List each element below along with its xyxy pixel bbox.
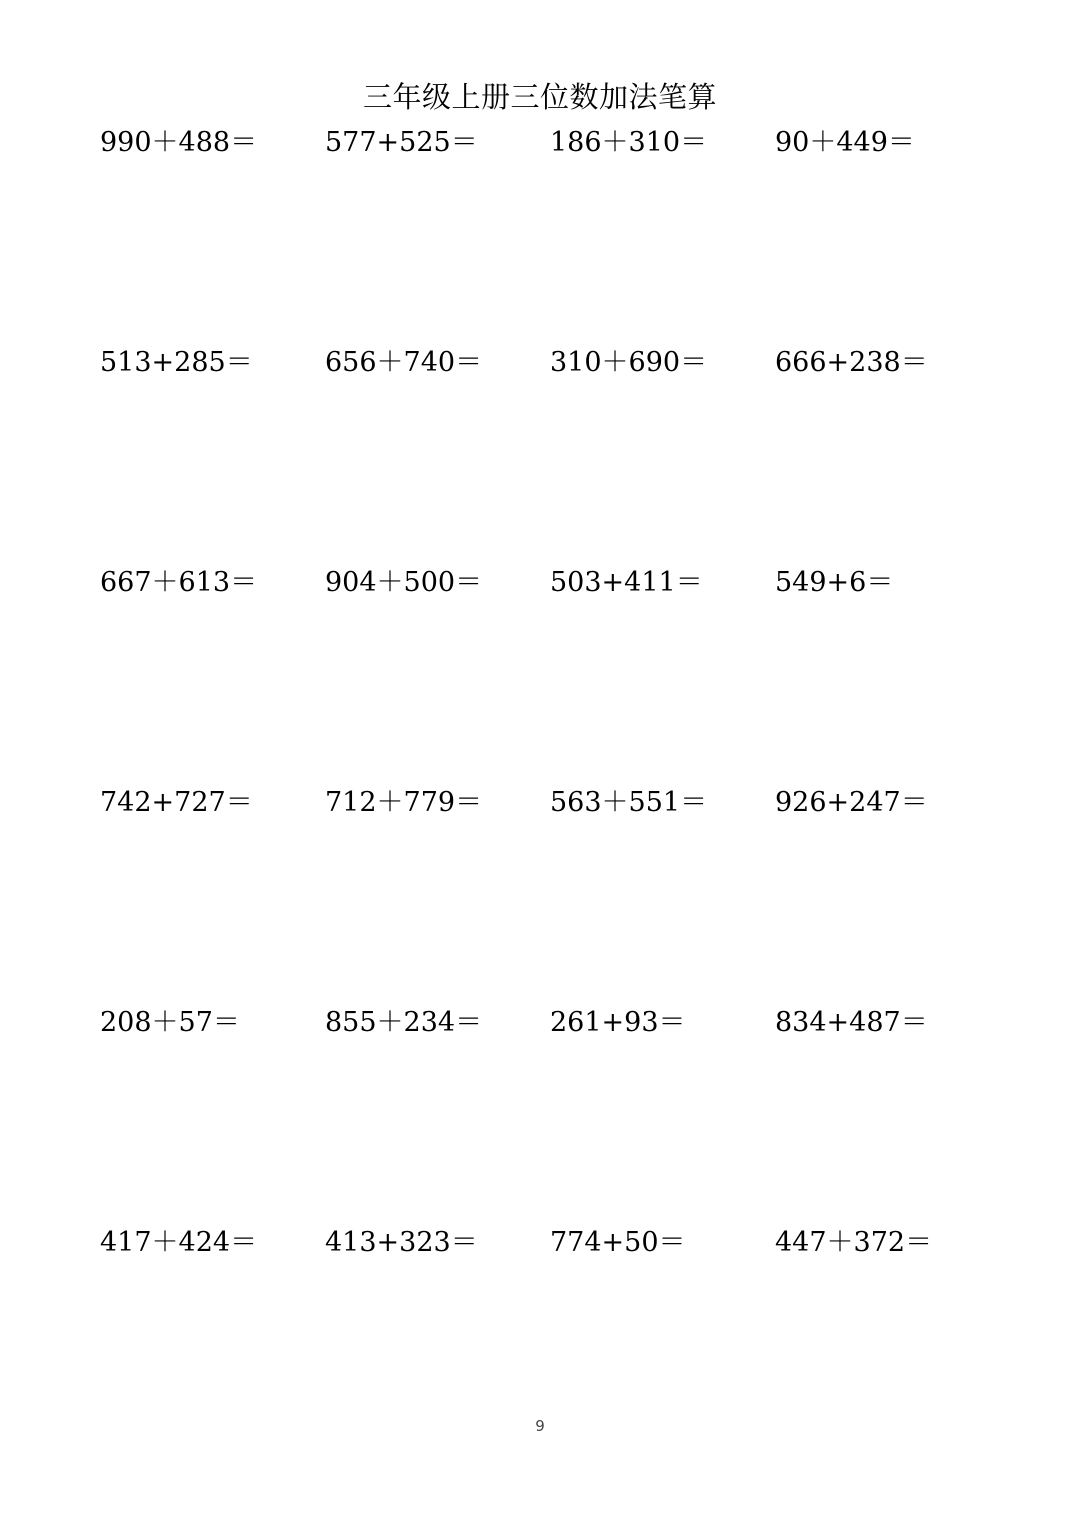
problem-item: 926+247＝ bbox=[775, 787, 928, 818]
problem-item: 513+285＝ bbox=[100, 347, 253, 378]
problem-item: 990＋488＝ bbox=[100, 127, 258, 158]
problem-item: 774+50＝ bbox=[550, 1227, 686, 1258]
problem-item: 447＋372＝ bbox=[775, 1227, 933, 1258]
problem-item: 904＋500＝ bbox=[325, 567, 483, 598]
problem-item: 261+93＝ bbox=[550, 1007, 686, 1038]
problem-item: 417＋424＝ bbox=[100, 1227, 258, 1258]
problem-item: 577+525＝ bbox=[325, 127, 478, 158]
problem-item: 503+411＝ bbox=[550, 567, 703, 598]
problem-item: 667＋613＝ bbox=[100, 567, 258, 598]
problem-item: 855＋234＝ bbox=[325, 1007, 483, 1038]
problem-item: 666+238＝ bbox=[775, 347, 928, 378]
problem-item: 712＋779＝ bbox=[325, 787, 483, 818]
problem-item: 90＋449＝ bbox=[775, 127, 915, 158]
page-number: 9 bbox=[535, 1417, 545, 1435]
problem-item: 656＋740＝ bbox=[325, 347, 483, 378]
problem-item: 310＋690＝ bbox=[550, 347, 708, 378]
problem-item: 208＋57＝ bbox=[100, 1007, 240, 1038]
problem-item: 563＋551＝ bbox=[550, 787, 708, 818]
problem-item: 413+323＝ bbox=[325, 1227, 478, 1258]
problem-item: 834+487＝ bbox=[775, 1007, 928, 1038]
problem-item: 186＋310＝ bbox=[550, 127, 708, 158]
problem-item: 549+6＝ bbox=[775, 567, 894, 598]
page-title: 三年级上册三位数加法笔算 bbox=[362, 80, 717, 114]
problem-item: 742+727＝ bbox=[100, 787, 253, 818]
